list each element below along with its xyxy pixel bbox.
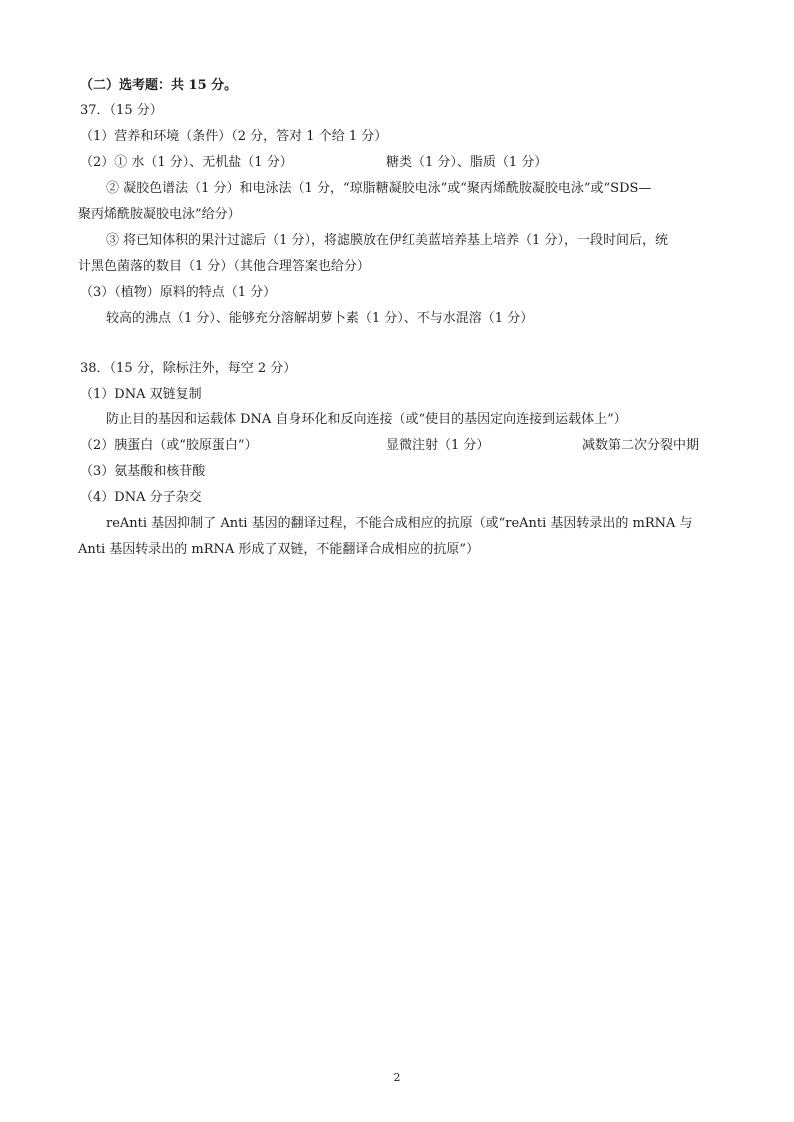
q37-part2-c-line1: ③ 将已知体积的果汁过滤后（1 分），将滤膜放在伊红美蓝培养基上培养（1 分），一段时间后，统 — [106, 233, 668, 248]
q37-part3: （3）（植物）原料的特点（1 分） — [80, 285, 277, 300]
q37-number: 37．（15 分） — [80, 103, 163, 118]
q37-part2-b-line1: ② 凝胶色谱法（1 分）和电泳法（1 分，“琼脂糖凝胶电泳”或“聚丙烯酰胺凝胶电泳”或“SDS— — [106, 181, 652, 196]
q38-part3: （3）氨基酸和核苷酸 — [80, 464, 206, 479]
q37-part2-c-line2: 计黑色菌落的数目（1 分）（其他合理答案也给分） — [78, 259, 370, 274]
page-number: 2 — [393, 1071, 401, 1084]
q38-number: 38．（15 分，除标注外，每空 2 分） — [80, 361, 297, 376]
q38-part1: （1）DNA 双链复制 — [80, 387, 202, 402]
q38-part2-c: 减数第二次分裂中期 — [582, 438, 700, 453]
q37-part2-b-line2: 聚丙烯酰胺凝胶电泳”给分） — [78, 207, 241, 222]
q38-part4-line1: reAnti 基因抑制了 Anti 基因的翻译过程，不能合成相应的抗原（或“reAnti 基因转录出的 mRNA 与 — [106, 516, 693, 531]
q38-part2-b: 显微注射（1 分） — [386, 438, 490, 453]
q37-part3-detail: 较高的沸点（1 分）、能够充分溶解胡萝卜素（1 分）、不与水混溶（1 分） — [106, 311, 534, 326]
q37-part2-lead: （2）① 水（1 分）、无机盐（1 分） — [80, 155, 293, 170]
q38-part4: （4）DNA 分子杂交 — [80, 490, 202, 505]
q37-part1: （1）营养和环境（条件）（2 分，答对 1 个给 1 分） — [80, 129, 388, 144]
q37-part2-rest: 糖类（1 分）、脂质（1 分） — [386, 155, 548, 170]
q38-part1-detail: 防止目的基因和运载体 DNA 自身环化和反向连接（或“使目的基因定向连接到运载体上”） — [106, 412, 627, 427]
q38-part4-line2: Anti 基因转录出的 mRNA 形成了双链，不能翻译合成相应的抗原”） — [78, 542, 480, 557]
section-header: （二）选考题：共 15 分。 — [80, 78, 238, 93]
q38-part2-a: （2）胰蛋白（或“胶原蛋白”） — [80, 438, 258, 453]
